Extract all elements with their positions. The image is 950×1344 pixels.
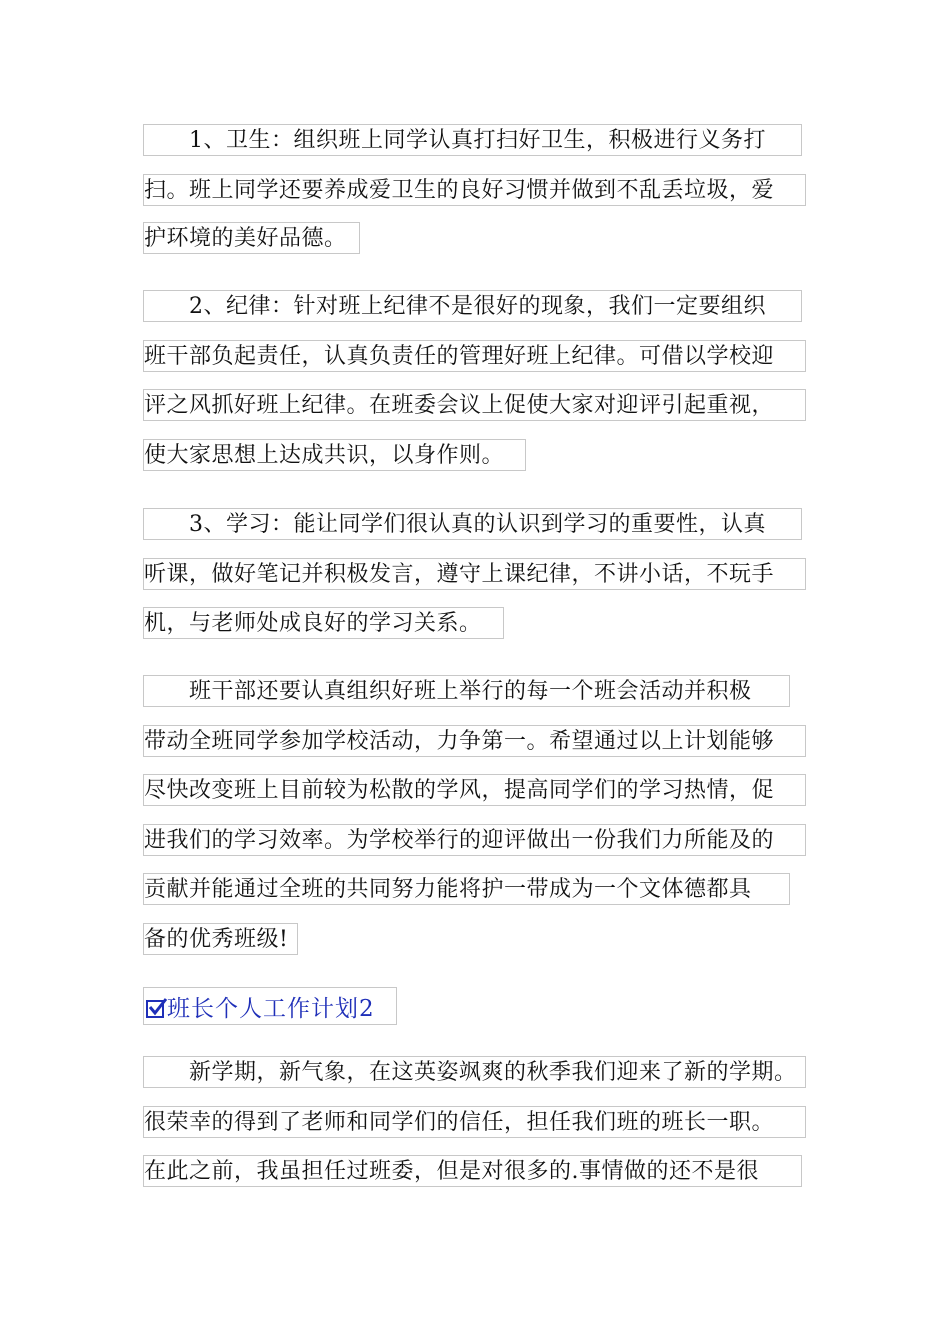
text-line: 新学期，新气象，在这英姿飒爽的秋季我们迎来了新的学期。 [143,1056,806,1088]
text-line: 护环境的美好品德。 [143,222,360,254]
text-line: 尽快改变班上目前较为松散的学风，提高同学们的学习热情，促 [143,774,806,806]
text-line: 2、纪律：针对班上纪律不是很好的现象，我们一定要组织 [143,290,802,322]
text-line: 听课，做好笔记并积极发言，遵守上课纪律，不讲小话，不玩手 [143,558,806,590]
text-line: 备的优秀班级! [143,923,298,955]
heading-text: 班长个人工作计划2 [167,995,375,1022]
text-line: 机，与老师处成良好的学习关系。 [143,607,504,639]
text-line: 进我们的学习效率。为学校举行的迎评做出一份我们力所能及的 [143,824,806,856]
text-line: 贡献并能通过全班的共同努力能将护一带成为一个文体德都具 [143,873,790,905]
text-line: 带动全班同学参加学校活动，力争第一。希望通过以上计划能够 [143,725,806,757]
text-line: 在此之前，我虽担任过班委，但是对很多的.事情做的还不是很 [143,1155,802,1187]
text-line: 评之风抓好班上纪律。在班委会议上促使大家对迎评引起重视， [143,389,806,421]
text-line: 班干部负起责任，认真负责任的管理好班上纪律。可借以学校迎 [143,340,806,372]
text-line: 3、学习：能让同学们很认真的认识到学习的重要性，认真 [143,508,802,540]
text-line: 很荣幸的得到了老师和同学们的信任，担任我们班的班长一职。 [143,1106,806,1138]
text-line: 使大家思想上达成共识，以身作则。 [143,439,526,471]
section-heading [143,987,397,1025]
text-line: 1、卫生：组织班上同学认真打扫好卫生，积极进行义务打 [143,124,802,156]
checkbox-icon [146,1000,164,1018]
text-line: 班干部还要认真组织好班上举行的每一个班会活动并积极 [143,675,790,707]
text-line: 扫。班上同学还要养成爱卫生的良好习惯并做到不乱丢垃圾，爱 [143,174,806,206]
